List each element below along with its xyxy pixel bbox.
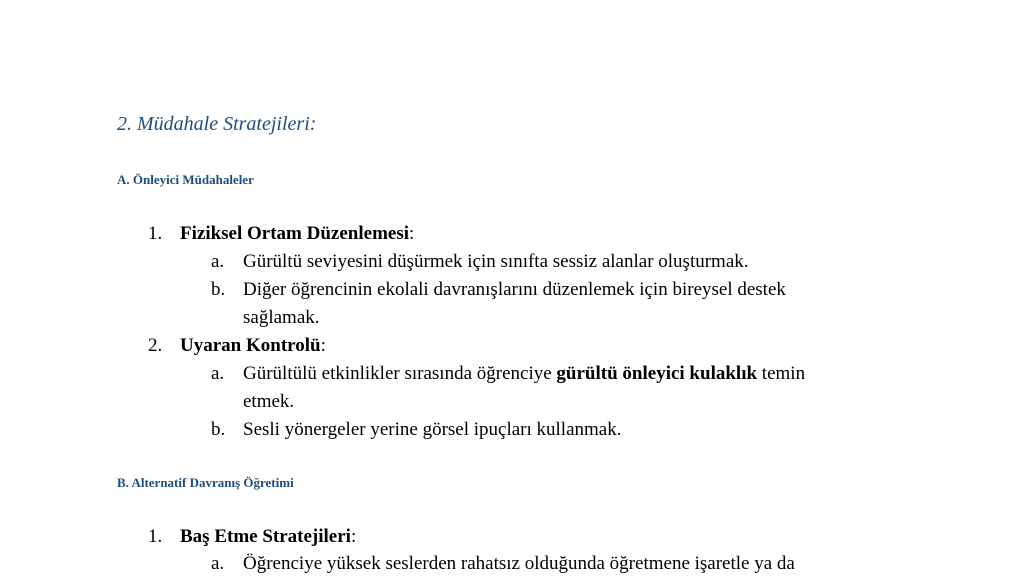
sublist-letter: a. bbox=[211, 363, 225, 384]
sublist-text: Sesli yönergeler yerine görsel ipuçları kullanmak. bbox=[243, 419, 622, 440]
sublist-letter: a. bbox=[211, 251, 225, 272]
emphasized-text: gürültü önleyici kulaklık bbox=[556, 363, 758, 384]
sublist-text-continuation: sağlamak. bbox=[243, 307, 320, 328]
sublist-letter: b. bbox=[211, 279, 226, 300]
sublist-letter: a. bbox=[211, 553, 225, 574]
text-after: temin bbox=[757, 363, 806, 384]
subsection-heading-a: A. Önleyici Müdahaleler bbox=[117, 172, 254, 187]
text-before: Gürültülü etkinlikler sırasında öğrenciye bbox=[243, 363, 557, 384]
sublist-text bbox=[243, 363, 805, 385]
list-number: 1. bbox=[148, 223, 163, 244]
list-item-title bbox=[180, 223, 414, 245]
section-heading: 2. Müdahale Stratejileri: bbox=[117, 113, 317, 135]
item-title-suffix: : bbox=[409, 223, 415, 244]
sublist-text: Öğrenciye yüksek seslerden rahatsız olduğunda öğretmene işaretle ya da bbox=[243, 553, 795, 574]
sublist-text-continuation: etmek. bbox=[243, 391, 295, 412]
item-title-bold: Fiziksel Ortam Düzenlemesi bbox=[180, 223, 410, 244]
subsection-heading-b: B. Alternatif Davranış Öğretimi bbox=[117, 475, 294, 490]
item-title-suffix: : bbox=[320, 335, 326, 356]
list-number: 2. bbox=[148, 335, 163, 356]
list-item-title bbox=[180, 335, 326, 357]
item-title-suffix: : bbox=[350, 526, 357, 547]
sublist-letter: b. bbox=[211, 419, 226, 440]
item-title-bold: Uyaran Kontrolü bbox=[180, 335, 321, 356]
sublist-text: Gürültü seviyesini düşürmek için sınıfta sessiz alanlar oluşturmak. bbox=[243, 251, 749, 272]
list-item-title bbox=[180, 526, 356, 548]
sublist-text: Diğer öğrencinin ekolali davranışlarını düzenlemek için bireysel destek bbox=[243, 279, 786, 300]
list-number: 1. bbox=[148, 526, 163, 547]
item-title-bold: Baş Etme Stratejileri bbox=[180, 526, 351, 547]
